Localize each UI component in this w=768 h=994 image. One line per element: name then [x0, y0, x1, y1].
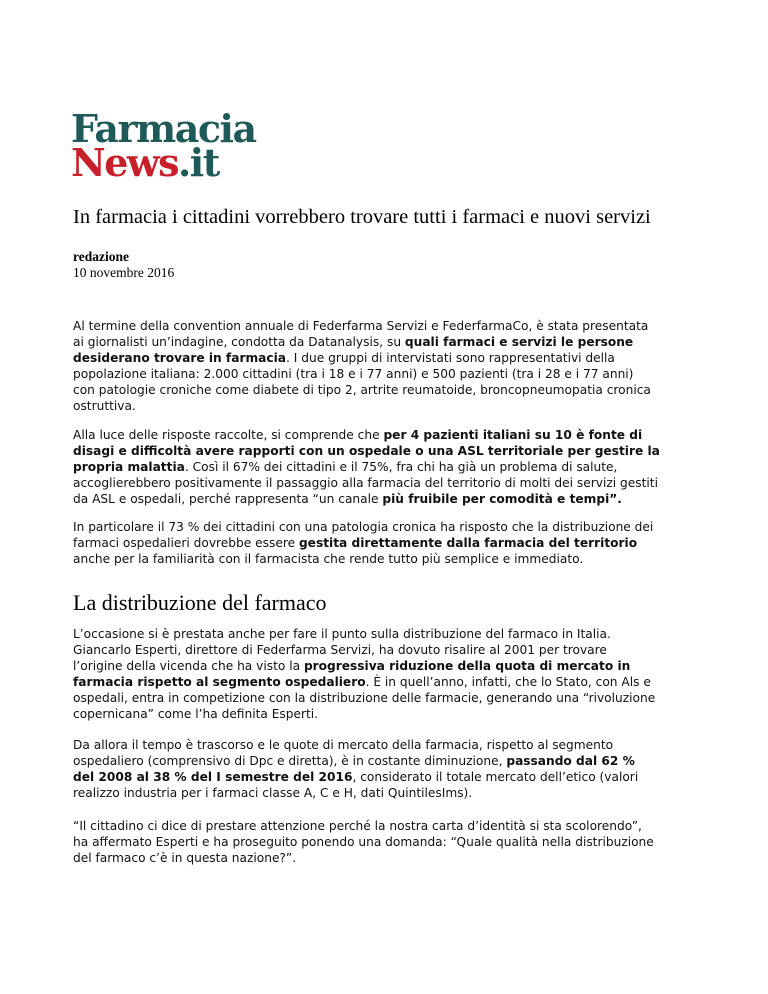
- logo-dotit: .it: [178, 140, 219, 185]
- paragraph: Da allora il tempo è trascorso e le quote di mercato della farmacia, rispetto al segmento ospedaliero (comprensivo di Dpc e diretta), è in costante diminuzione, passando dal 62 % del 2008 al 38 % del I semestre del 2016, considerato il totale mercato dell’etico (valori realizzo industria per i farmaci classe A, C e H, dati QuintilesIms).: [73, 738, 639, 800]
- logo-line-farmacia: Farmacia: [71, 106, 256, 151]
- paragraph: Alla luce delle risposte raccolte, si comprende che per 4 pazienti italiani su 10 è fonte di disagi e difficoltà avere rapporti con un ospedale o una ASL territoriale per gestire la propria malattia. Così il 67% dei cittadini e il 75%, fra chi ha già un problema di salute, accoglierebbero positivamente il passaggio alla farmacia del territorio di molti dei servizi gestiti da ASL e ospedali, perché rappresenta “un canale più fruibile per comodità e tempi”.: [73, 428, 660, 506]
- paragraph: Al termine della convention annuale di Federfarma Servizi e FederfarmaCo, è stata presentata ai giornalisti un’indagine, condotta da Datanalysis, su quali farmaci e servizi le persone desiderano trovare in farmacia. I due gruppi di intervistati sono rappresentativi della popolazione italiana: 2.000 cittadini (tra i 18 e i 77 anni) e 500 pazienti (tra i 28 e i 77 anni) con patologie croniche come diabete di tipo 2, artrite reumatoide, broncopneumopatia cronica ostruttiva.: [73, 319, 651, 413]
- paragraph: L’occasione si è prestata anche per fare il punto sulla distribuzione del farmaco in Italia. Giancarlo Esperti, direttore di Federfarma Servizi, ha dovuto risalire al 2001 per trovare l’origine della vicenda che ha visto la progressiva riduzione della quota di mercato in farmacia rispetto al segmento ospedaliero. È in quell’anno, infatti, che lo Stato, con Als e ospedali, entra in competizione con la distribuzione delle farmacie, generando una “rivoluzione copernicana” come l’ha definita Esperti.: [73, 627, 656, 721]
- article-title: In farmacia i cittadini vorrebbero trovare tutti i farmaci e nuovi servizi: [73, 206, 651, 228]
- farmacianews-logo[interactable]: [71, 106, 261, 185]
- logo-news-word: News: [71, 140, 179, 185]
- paragraph: “Il cittadino ci dice di prestare attenzione perché la nostra carta d’identità si sta scolorendo”, ha affermato Esperti e ha proseguito ponendo una domanda: “Quale qualità nella distribuzione del farmaco c’è in questa nazione?”.: [73, 819, 654, 865]
- publish-date: 10 novembre 2016: [73, 265, 175, 280]
- author-name[interactable]: redazione: [73, 249, 129, 264]
- logo-line-news: [71, 140, 261, 185]
- section-heading: La distribuzione del farmaco: [73, 590, 327, 615]
- paragraph: In particolare il 73 % dei cittadini con una patologia cronica ha risposto che la distribuzione dei farmaci ospedalieri dovrebbe essere gestita direttamente dalla farmacia del territorio anche per la familiarità con il farmacista che rende tutto più semplice e immediato.: [73, 520, 654, 566]
- byline: [73, 249, 174, 281]
